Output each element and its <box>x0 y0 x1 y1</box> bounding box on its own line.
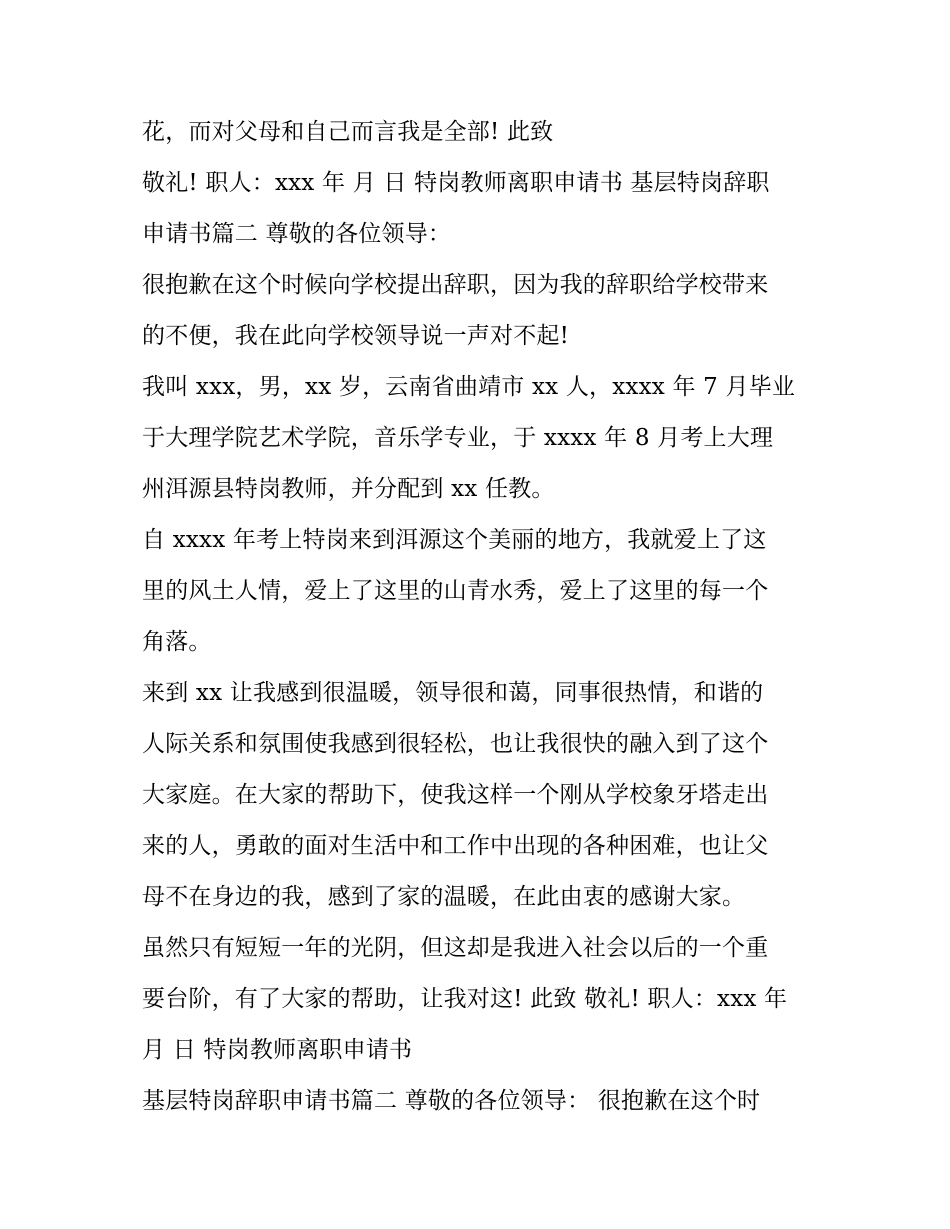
text-line: 的不便，我在此向学校领导说一声对不起! <box>142 323 570 349</box>
text-line: 里的风土人情，爱上了这里的山青水秀，爱上了这里的每一个 <box>142 578 769 604</box>
text-line: 自 xxxx 年考上特岗来到洱源这个美丽的地方，我就爱上了这 <box>142 527 767 553</box>
text-line: 于大理学院艺术学院，音乐学专业，于 xxxx 年 8 月考上大理 <box>142 425 774 451</box>
text-line: 申请书篇二 尊敬的各位领导： <box>142 221 452 247</box>
text-line: 花，而对父母和自己而言我是全部! 此致 <box>142 119 554 145</box>
text-line: 角落。 <box>142 629 212 655</box>
text-line: 基层特岗辞职申请书篇二 尊敬的各位领导： 很抱歉在这个时 <box>142 1088 761 1114</box>
text-line: 来的人，勇敢的面对生活中和工作中出现的各种困难，也让父 <box>142 833 769 859</box>
text-line: 我叫 xxx，男，xx 岁，云南省曲靖市 xx 人，xxxx 年 7 月毕业 <box>142 374 796 400</box>
text-line: 来到 xx 让我感到很温暖，领导很和蔼，同事很热情，和谐的 <box>142 680 764 706</box>
text-line: 虽然只有短短一年的光阴，但这却是我进入社会以后的一个重 <box>142 935 769 961</box>
text-line: 人际关系和氛围使我感到很轻松，也让我很快的融入到了这个 <box>142 731 769 757</box>
text-line: 敬礼! 职人：xxx 年 月 日 特岗教师离职申请书 基层特岗辞职 <box>142 170 770 196</box>
text-line: 大家庭。在大家的帮助下，使我这样一个刚从学校象牙塔走出 <box>142 782 769 808</box>
text-line: 州洱源县特岗教师，并分配到 xx 任教。 <box>142 476 555 502</box>
text-line: 要台阶，有了大家的帮助，让我对这! 此致 敬礼! 职人：xxx 年 <box>142 986 788 1012</box>
document-body <box>142 107 832 1127</box>
text-line: 母不在身边的我，感到了家的温暖，在此由衷的感谢大家。 <box>142 884 746 910</box>
text-line: 月 日 特岗教师离职申请书 <box>142 1037 413 1063</box>
text-line: 很抱歉在这个时候向学校提出辞职，因为我的辞职给学校带来 <box>142 272 769 298</box>
